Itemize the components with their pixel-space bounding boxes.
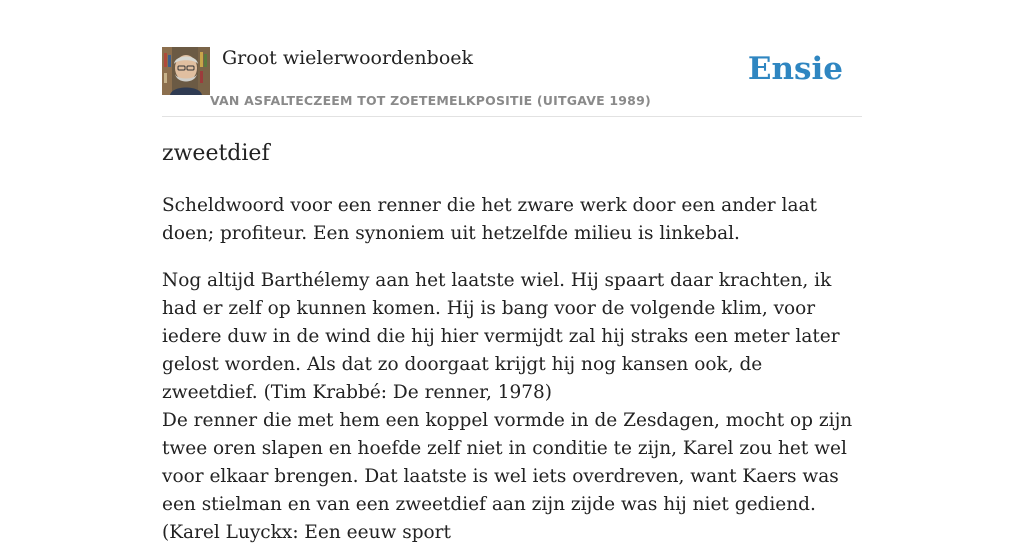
author-portrait-icon	[162, 47, 210, 95]
book-subtitle: VAN ASFALTECZEEM TOT ZOETEMELKPOSITIE (UITGAVE 1989)	[210, 93, 651, 108]
book-title[interactable]: Groot wielerwoordenboek	[222, 47, 474, 69]
page	[162, 0, 862, 543]
ensie-logo[interactable]: Ensie	[747, 51, 843, 87]
author-avatar[interactable]	[162, 47, 210, 95]
citation-paragraph: De renner die met hem een koppel vormde in de Zesdagen, mocht op zijn twee oren slapen en hoefde zelf niet in conditie te zijn, Karel zou het wel voor elkaar brengen. Dat laatste is wel iets overdreven, want Kaers was een stielman en van een zweetdief aan zijn zijde was hij niet gediend. (Karel Luyckx: Een eeuw sport	[162, 410, 853, 543]
citation-paragraph: Nog altijd Barthélemy aan het laatste wiel. Hij spaart daar krachten, ik had er zelf op kunnen komen. Hij is bang voor de volgende klim, voor iedere duw in de wind die hij hier vermijdt zal hij straks een meter later gelost worden. Als dat zo doorgaat krijgt hij nog kansen ook, de zweetdief. (Tim Krabbé: De renner, 1978)	[162, 270, 840, 403]
entry-definition: Scheldwoord voor een renner die het zware werk door een ander laat doen; profiteur. Een synoniem uit hetzelfde milieu is linkebal.	[162, 195, 817, 244]
book-header	[162, 0, 862, 117]
entry-title: zweetdief	[162, 141, 270, 166]
